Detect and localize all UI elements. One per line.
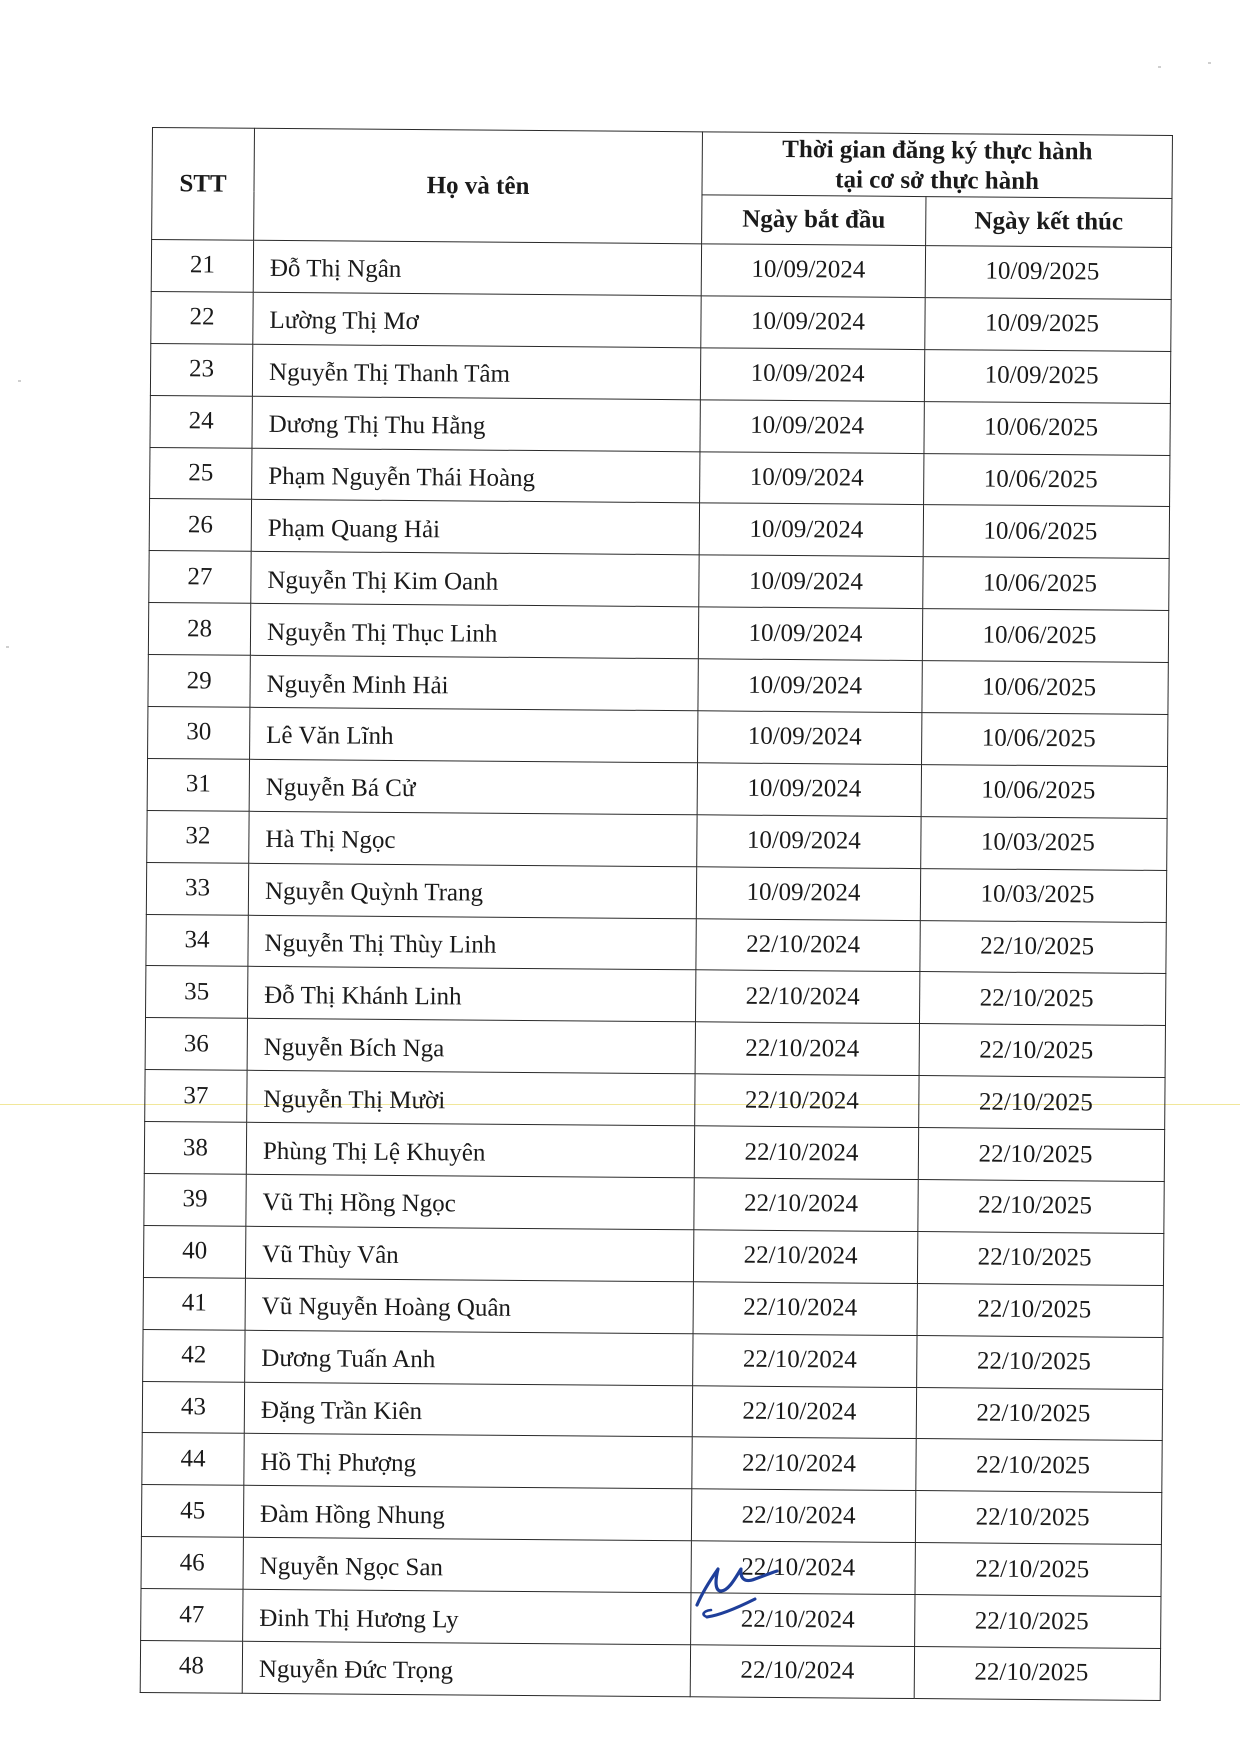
table-row [141,1485,1161,1545]
row-end-date: 22/10/2025 [915,1543,1161,1597]
row-end-date: 22/10/2025 [919,1076,1165,1130]
header-registration-period [702,132,1172,199]
row-stt: 39 [144,1174,246,1227]
row-stt: 24 [150,395,252,448]
row-stt: 28 [148,603,250,656]
table-row [150,395,1170,455]
row-end-date: 10/03/2025 [921,816,1167,870]
header-end-date: Ngày kết thúc [926,197,1172,248]
row-start-date: 10/09/2024 [701,244,925,298]
row-end-date: 10/06/2025 [923,505,1169,559]
row-start-date: 22/10/2024 [692,1437,916,1491]
row-end-date: 22/10/2025 [917,1283,1163,1337]
row-start-date: 22/10/2024 [695,970,919,1024]
row-stt: 46 [141,1537,243,1590]
table-row [147,810,1167,870]
row-start-date: 10/09/2024 [698,711,922,765]
row-end-date: 22/10/2025 [914,1647,1160,1701]
row-name: Vũ Thị Hồng Ngọc [246,1174,694,1229]
row-stt: 23 [150,343,252,396]
row-start-date: 22/10/2024 [693,1230,917,1284]
row-start-date: 10/09/2024 [701,296,925,350]
row-stt: 29 [148,655,250,708]
row-end-date: 10/09/2025 [924,349,1170,403]
row-stt: 43 [142,1381,244,1434]
header-stt: STT [152,128,255,241]
row-end-date: 10/03/2025 [920,868,1166,922]
row-stt: 32 [147,810,249,863]
table-row [144,1122,1164,1182]
row-name: Hà Thị Ngọc [249,811,697,866]
row-start-date: 10/09/2024 [700,451,924,505]
row-start-date: 22/10/2024 [694,1126,918,1180]
row-start-date: 22/10/2024 [694,1178,918,1232]
row-name: Nguyễn Bích Nga [247,1019,695,1074]
row-stt: 41 [143,1277,245,1330]
row-start-date: 10/09/2024 [700,348,924,402]
row-end-date: 10/06/2025 [922,609,1168,663]
row-end-date: 22/10/2025 [917,1335,1163,1389]
row-stt: 40 [143,1225,245,1278]
row-name: Nguyễn Bá Cử [249,759,697,814]
row-stt: 42 [143,1329,245,1382]
row-end-date: 10/06/2025 [924,401,1170,455]
row-start-date: 10/09/2024 [699,503,923,557]
row-stt: 34 [146,914,248,967]
row-start-date: 10/09/2024 [697,763,921,817]
row-name: Nguyễn Quỳnh Trang [248,863,696,918]
row-start-date: 10/09/2024 [699,555,923,609]
table-row [144,1174,1164,1234]
row-stt: 30 [148,707,250,760]
row-stt: 44 [142,1433,244,1486]
registration-table [140,127,1173,1701]
row-name: Phùng Thị Lệ Khuyên [246,1122,694,1177]
row-name: Lê Văn Lĩnh [250,707,698,762]
table-row [143,1329,1163,1389]
row-start-date: 10/09/2024 [700,399,924,453]
row-start-date: 10/09/2024 [696,866,920,920]
table-row [151,240,1171,300]
row-end-date: 22/10/2025 [916,1439,1162,1493]
table-row [148,707,1168,767]
row-stt: 27 [149,551,251,604]
row-end-date: 10/06/2025 [922,661,1168,715]
row-start-date: 10/09/2024 [698,607,922,661]
row-stt: 37 [145,1070,247,1123]
handwritten-initials-icon [685,1555,795,1625]
row-name: Nguyễn Thị Kim Oanh [251,552,699,607]
row-stt: 25 [150,447,252,500]
row-end-date: 10/06/2025 [921,764,1167,818]
table-row [146,914,1166,974]
scan-speck [6,646,9,648]
scan-speck [1208,62,1211,64]
row-start-date: 22/10/2024 [691,1593,915,1647]
table-row [149,499,1169,559]
row-end-date: 22/10/2025 [915,1491,1161,1545]
row-stt: 31 [147,758,249,811]
row-start-date: 22/10/2024 [691,1489,915,1543]
row-start-date: 22/10/2024 [695,1074,919,1128]
row-stt: 21 [151,240,253,293]
row-start-date: 22/10/2024 [690,1645,914,1699]
row-stt: 33 [146,862,248,915]
row-start-date: 22/10/2024 [691,1541,915,1595]
row-start-date: 10/09/2024 [697,815,921,869]
row-stt: 35 [146,966,248,1019]
table-row [141,1537,1161,1597]
row-end-date: 10/06/2025 [924,453,1170,507]
row-start-date: 22/10/2024 [693,1333,917,1387]
row-name: Nguyễn Ngọc San [243,1538,691,1593]
scan-speck [1158,66,1161,68]
row-name: Nguyễn Thị Thục Linh [250,604,698,659]
row-stt: 47 [141,1589,243,1642]
table-row [146,966,1166,1026]
row-end-date: 10/06/2025 [923,557,1169,611]
table-row [148,603,1168,663]
table-row [143,1225,1163,1285]
row-stt: 48 [140,1641,242,1694]
header-group-line-2: tại cơ sở thực hành [835,166,1040,195]
table-row [150,343,1170,403]
row-stt: 45 [141,1485,243,1538]
row-name: Nguyễn Thị Thanh Tâm [252,344,700,399]
table-row [150,447,1170,507]
table-row [147,758,1167,818]
table-row [142,1381,1162,1441]
table-row [143,1277,1163,1337]
row-end-date: 22/10/2025 [919,1024,1165,1078]
row-name: Phạm Nguyễn Thái Hoàng [252,448,700,503]
row-name: Đàm Hồng Nhung [243,1486,691,1541]
row-end-date: 22/10/2025 [918,1180,1164,1234]
row-name: Nguyễn Đức Trọng [242,1641,690,1696]
row-name: Vũ Thùy Vân [245,1226,693,1281]
row-name: Phạm Quang Hải [251,500,699,555]
scan-speck [18,380,21,382]
row-start-date: 22/10/2024 [693,1282,917,1336]
row-name: Đinh Thị Hương Ly [243,1589,691,1644]
row-stt: 38 [144,1122,246,1175]
table-header [152,128,1173,248]
row-start-date: 22/10/2024 [692,1385,916,1439]
row-name: Hồ Thị Phượng [244,1434,692,1489]
row-name: Dương Thị Thu Hằng [252,396,700,451]
row-end-date: 10/09/2025 [925,246,1171,300]
row-end-date: 22/10/2025 [917,1231,1163,1285]
row-name: Nguyễn Minh Hải [250,655,698,710]
row-name: Lường Thị Mơ [253,292,701,347]
row-name: Nguyễn Thị Thùy Linh [248,915,696,970]
table-row [142,1433,1162,1493]
table-row [145,1070,1165,1130]
row-end-date: 10/09/2025 [925,297,1171,351]
registration-table-wrapper [140,127,1172,1701]
row-end-date: 22/10/2025 [915,1595,1161,1649]
row-start-date: 22/10/2024 [695,1022,919,1076]
row-name: Đặng Trần Kiên [244,1382,692,1437]
table-row [141,1589,1161,1649]
table-row [140,1641,1160,1701]
table-row [146,862,1166,922]
row-end-date: 22/10/2025 [920,920,1166,974]
table-body [140,240,1171,1701]
header-name: Họ và tên [254,128,703,244]
row-end-date: 22/10/2025 [918,1128,1164,1182]
row-name: Đỗ Thị Khánh Linh [248,967,696,1022]
row-end-date: 22/10/2025 [916,1387,1162,1441]
row-stt: 36 [145,1018,247,1071]
row-stt: 26 [149,499,251,552]
row-name: Đỗ Thị Ngân [253,240,701,295]
table-row [148,655,1168,715]
row-start-date: 10/09/2024 [698,659,922,713]
row-name: Dương Tuấn Anh [245,1330,693,1385]
header-group-line-1: Thời gian đăng ký thực hành [782,135,1093,166]
row-name: Nguyễn Thị Mười [247,1071,695,1126]
row-stt: 22 [151,291,253,344]
header-start-date: Ngày bắt đầu [702,195,926,246]
row-end-date: 10/06/2025 [922,713,1168,767]
table-row [149,551,1169,611]
row-start-date: 22/10/2024 [696,918,920,972]
row-name: Vũ Nguyễn Hoàng Quân [245,1278,693,1333]
row-end-date: 22/10/2025 [919,972,1165,1026]
table-row [151,291,1171,351]
table-row [145,1018,1165,1078]
